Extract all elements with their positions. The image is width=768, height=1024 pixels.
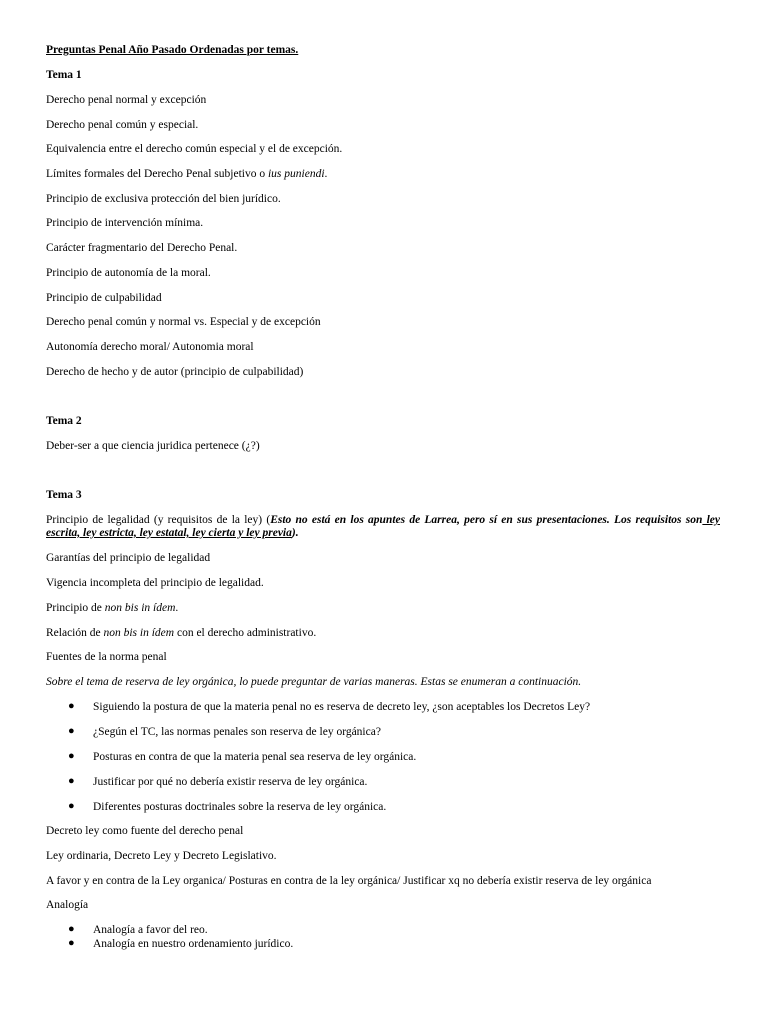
legalidad-paragraph — [46, 514, 720, 540]
nonbis-text: Principio de — [46, 602, 105, 614]
tema1-item: Derecho penal normal y excepción — [46, 94, 207, 106]
reserva-bullet: Posturas en contra de que la materia penal sea reserva de ley orgánica. — [93, 751, 417, 763]
reserva-intro: Sobre el tema de reserva de ley orgánica, lo puede preguntar de varias maneras. Estas se enumeran a continuación. — [46, 676, 582, 688]
legalidad-requisitos: ley escrita, ley estricta, ley estatal, ley cierta y ley previa — [46, 514, 720, 539]
tema3-item: Vigencia incompleta del principio de legalidad. — [46, 577, 264, 589]
tema1-item-limites — [46, 167, 327, 181]
tema1-item: Derecho penal común y normal vs. Especial y de excepción — [46, 316, 321, 328]
tema3-item: Fuentes de la norma penal — [46, 651, 167, 663]
relacion-suffix: con el derecho administrativo. — [174, 627, 317, 639]
tema3-item-relacion — [46, 626, 316, 640]
tema1-item: Equivalencia entre el derecho común especial y el de excepción. — [46, 143, 343, 155]
reserva-bullet: ¿Según el TC, las normas penales son reserva de ley orgánica? — [93, 726, 381, 738]
nonbis-italic: non bis in ídem — [104, 602, 176, 614]
tema3-heading: Tema 3 — [46, 489, 82, 501]
tema1-item: Principio de culpabilidad — [46, 292, 162, 304]
bullet-icon: ● — [68, 800, 75, 812]
tema1-item: Carácter fragmentario del Derecho Penal. — [46, 242, 238, 254]
legalidad-note: Esto no está en los apuntes de Larrea, pero sí en sus presentaciones. Los requisitos son — [270, 514, 703, 526]
bullet-icon: ● — [68, 923, 75, 935]
ius-puniendi-text: ius puniendi — [267, 168, 325, 180]
document-title: Preguntas Penal Año Pasado Ordenadas por temas. — [46, 44, 299, 56]
legalidad-text: Principio de legalidad (y requisitos de la ley) ( — [46, 514, 271, 526]
tema3-item: A favor y en contra de la Ley organica/ Posturas en contra de la ley orgánica/ Justificar xq no debería existir reserva de ley orgánica — [46, 875, 652, 887]
tema1-heading: Tema 1 — [46, 69, 82, 81]
tema3-item: Ley ordinaria, Decreto Ley y Decreto Legislativo. — [46, 850, 277, 862]
limites-text: Límites formales del Derecho Penal subjetivo o — [46, 168, 268, 180]
tema1-item: Derecho penal común y especial. — [46, 119, 199, 131]
bullet-icon: ● — [68, 750, 75, 762]
analogia-bullet: Analogía a favor del reo. — [93, 924, 208, 936]
tema1-item: Principio de intervención mínima. — [46, 217, 204, 229]
relacion-text: Relación de — [46, 627, 104, 639]
relacion-italic: non bis in ídem — [103, 627, 175, 639]
tema1-item: Autonomía derecho moral/ Autonomia moral — [46, 341, 254, 353]
tema3-item-nonbis — [46, 601, 178, 615]
reserva-bullet: Siguiendo la postura de que la materia penal no es reserva de decreto ley, ¿son aceptables los Decretos Ley? — [93, 701, 591, 713]
tema3-item: Analogía — [46, 899, 89, 911]
bullet-icon: ● — [68, 700, 75, 712]
bullet-icon: ● — [68, 725, 75, 737]
tema3-item: Garantías del principio de legalidad — [46, 552, 211, 564]
legalidad-suffix: ). — [291, 527, 299, 539]
bullet-icon: ● — [68, 937, 75, 949]
tema1-item: Principio de autonomía de la moral. — [46, 267, 211, 279]
tema1-item: Derecho de hecho y de autor (principio de culpabilidad) — [46, 366, 304, 378]
tema2-item: Deber-ser a que ciencia juridica pertenece (¿?) — [46, 440, 260, 452]
tema3-item: Decreto ley como fuente del derecho penal — [46, 825, 244, 837]
tema2-heading: Tema 2 — [46, 415, 82, 427]
analogia-bullet: Analogía en nuestro ordenamiento jurídico. — [93, 938, 294, 950]
nonbis-suffix: . — [175, 602, 179, 614]
limites-suffix: . — [324, 168, 328, 180]
reserva-bullet: Diferentes posturas doctrinales sobre la reserva de ley orgánica. — [93, 801, 387, 813]
bullet-icon: ● — [68, 775, 75, 787]
reserva-bullet: Justificar por qué no debería existir reserva de ley orgánica. — [93, 776, 368, 788]
tema1-item: Principio de exclusiva protección del bien jurídico. — [46, 193, 281, 205]
